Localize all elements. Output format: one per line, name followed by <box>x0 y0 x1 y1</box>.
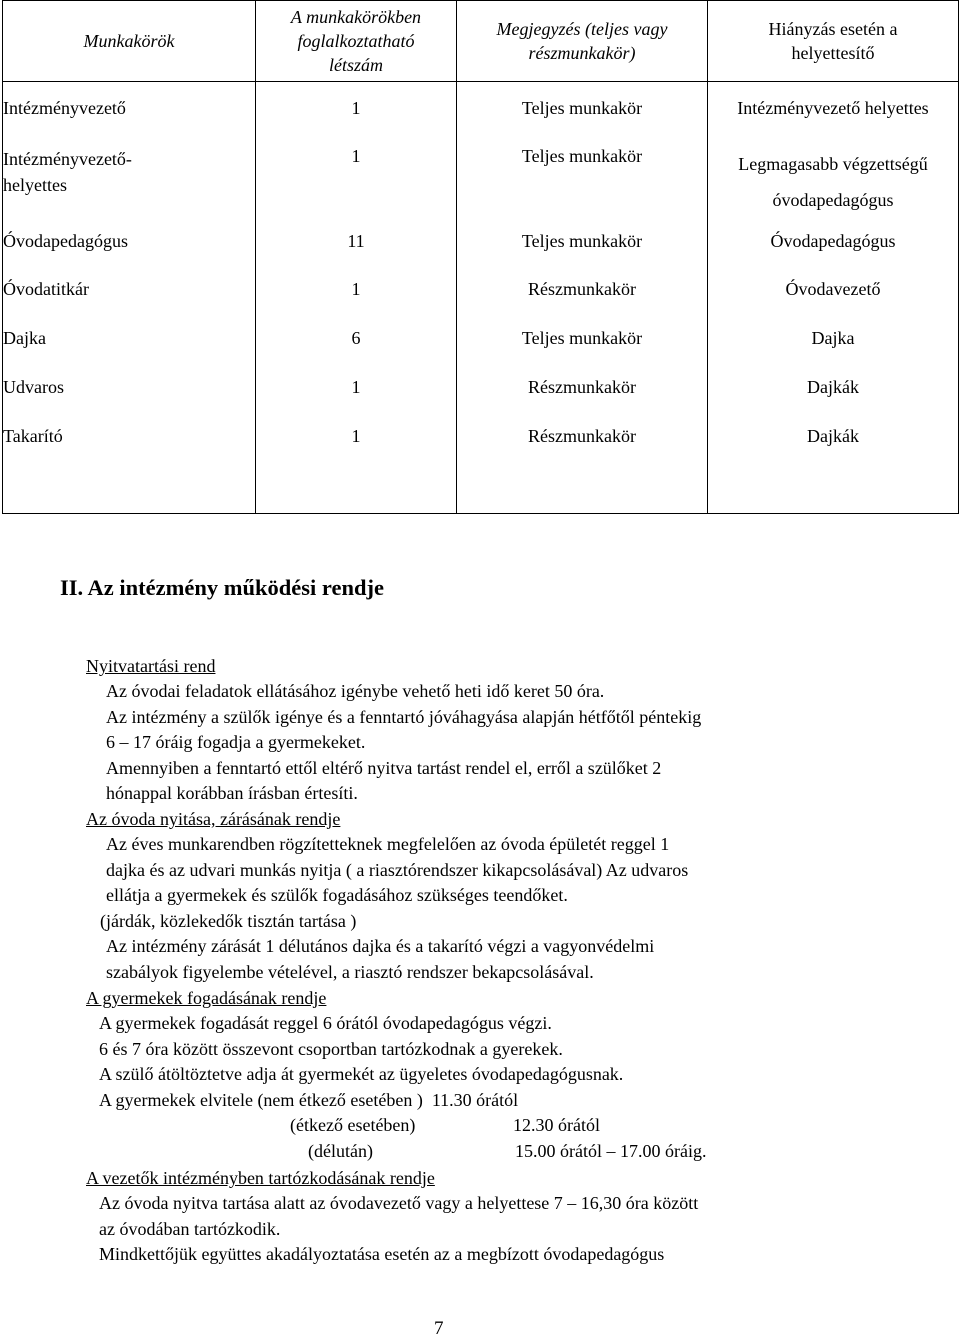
cell-count: 1 <box>256 82 457 136</box>
cell-note: Teljes munkakör <box>457 218 708 265</box>
cell-count: 1 <box>256 412 457 462</box>
cell-substitute: Óvodavezető <box>708 265 959 314</box>
section-title: A gyermekek fogadásának rendje <box>86 988 327 1008</box>
text-line: 6 és 7 óra között összevont csoportban tartózkodnak a gyerekek. <box>99 1038 563 1059</box>
text-line: szabályok figyelembe vételével, a riasztó rendszer bekapcsolásával. <box>106 961 594 982</box>
staff-table <box>2 0 959 514</box>
text-line: Az intézmény a szülők igénye és a fenntartó jóváhagyása alapján hétfőtől péntekig <box>106 706 702 727</box>
table-header-row <box>3 1 959 82</box>
cell-note: Teljes munkakör <box>457 82 708 136</box>
cell-count: 1 <box>256 265 457 314</box>
section-leaders-presence <box>86 1166 698 1268</box>
cell-note: Részmunkakör <box>457 363 708 412</box>
section-title: Az óvoda nyitása, zárásának rendje <box>86 809 341 829</box>
cell-role: Óvodatitkár <box>3 265 256 314</box>
pickup-row <box>99 1139 707 1165</box>
cell-count: 11 <box>256 218 457 265</box>
text-line: hónappal korábban írásban értesíti. <box>106 783 358 803</box>
table-row <box>3 136 959 218</box>
text-line: Az óvoda nyitva tartása alatt az óvodavezető vagy a helyettese 7 – 16,30 óra között <box>99 1193 699 1213</box>
section-title: Nyitvatartási rend <box>86 656 216 676</box>
table-row-empty <box>3 462 959 514</box>
cell-role: Intézményvezető-helyettes <box>3 136 256 218</box>
text-line: dajka és az udvari munkás nyitja ( a riasztórendszer kikapcsolásával) Az udvaros <box>106 859 689 880</box>
table-row <box>3 314 959 363</box>
text-line: Az óvodai feladatok ellátásához igénybe vehető heti idő keret 50 óra. <box>106 681 605 701</box>
header-letszam: A munkakörökben foglalkoztatható létszám <box>256 1 457 82</box>
text-line: Amennyiben a fenntartó ettől eltérő nyitva tartást rendel el, erről a szülőket 2 <box>106 757 662 778</box>
cell-substitute: Dajkák <box>708 412 959 462</box>
cell-substitute: Legmagasabb végzettségű óvodapedagógus <box>708 136 959 218</box>
page-number: 7 <box>434 1318 444 1339</box>
section-child-reception <box>86 986 707 1164</box>
pickup-time: 15.00 órától – 17.00 óráig. <box>515 1140 707 1161</box>
section-opening-hours <box>86 654 701 807</box>
cell-count: 1 <box>256 363 457 412</box>
text-line: 6 – 17 óráig fogadja a gyermekeket. <box>106 732 366 752</box>
text-line: Mindkettőjük együttes akadályoztatása esetén az a megbízott óvodapedagógus <box>99 1244 665 1264</box>
table-row <box>3 218 959 265</box>
pickup-row <box>99 1113 623 1139</box>
cell-role: Intézményvezető <box>3 82 256 136</box>
cell-count: 6 <box>256 314 457 363</box>
cell-empty <box>3 462 256 514</box>
cell-role: Takarító <box>3 412 256 462</box>
text-line: az óvodában tartózkodik. <box>99 1218 281 1239</box>
cell-count: 1 <box>256 136 457 218</box>
cell-role: Udvaros <box>3 363 256 412</box>
text-line: Az éves munkarendben rögzítetteknek megfelelően az óvoda épületét reggel 1 <box>106 834 670 854</box>
header-megjegyzes: Megjegyzés (teljes vagy részmunkakör) <box>457 1 708 82</box>
text-line: ellátja a gyermekek és szülők fogadásához szükséges teendőket. <box>106 885 568 905</box>
cell-note: Részmunkakör <box>457 265 708 314</box>
cell-substitute: Óvodapedagógus <box>708 218 959 265</box>
pickup-label: (étkező esetében) <box>290 1115 416 1135</box>
text-line: (járdák, közlekedők tisztán tartása ) <box>100 910 357 931</box>
pickup-label: (délután) <box>308 1140 373 1161</box>
cell-substitute: Intézményvezető helyettes <box>708 82 959 136</box>
header-munkakorok: Munkakörök <box>3 1 256 82</box>
table-row <box>3 265 959 314</box>
table-row <box>3 363 959 412</box>
text-line: A gyermekek fogadását reggel 6 órától óvodapedagógus végzi. <box>99 1013 552 1033</box>
cell-note: Részmunkakör <box>457 412 708 462</box>
text-line: Az intézmény zárását 1 délutános dajka és a takarító végzi a vagyonvédelmi <box>106 936 655 956</box>
cell-substitute: Dajkák <box>708 363 959 412</box>
cell-empty <box>708 462 959 514</box>
pickup-time: 12.30 órától <box>513 1115 600 1135</box>
cell-note: Teljes munkakör <box>457 136 708 218</box>
cell-empty <box>457 462 708 514</box>
section-heading: II. Az intézmény működési rendje <box>60 575 384 600</box>
cell-empty <box>256 462 457 514</box>
section-title: A vezetők intézményben tartózkodásának rendje <box>86 1168 435 1188</box>
text-line: A szülő átöltöztetve adja át gyermekét az ügyeletes óvodapedagógusnak. <box>99 1064 624 1084</box>
table-row <box>3 82 959 136</box>
cell-role: Dajka <box>3 314 256 363</box>
cell-substitute: Dajka <box>708 314 959 363</box>
cell-note: Teljes munkakör <box>457 314 708 363</box>
text-line: A gyermekek elvitele (nem étkező esetében ) 11.30 órától <box>99 1089 519 1110</box>
cell-role: Óvodapedagógus <box>3 218 256 265</box>
header-helyettesito: Hiányzás esetén a helyettesítő <box>708 1 959 82</box>
table-row <box>3 412 959 462</box>
section-opening-closing <box>86 807 688 985</box>
